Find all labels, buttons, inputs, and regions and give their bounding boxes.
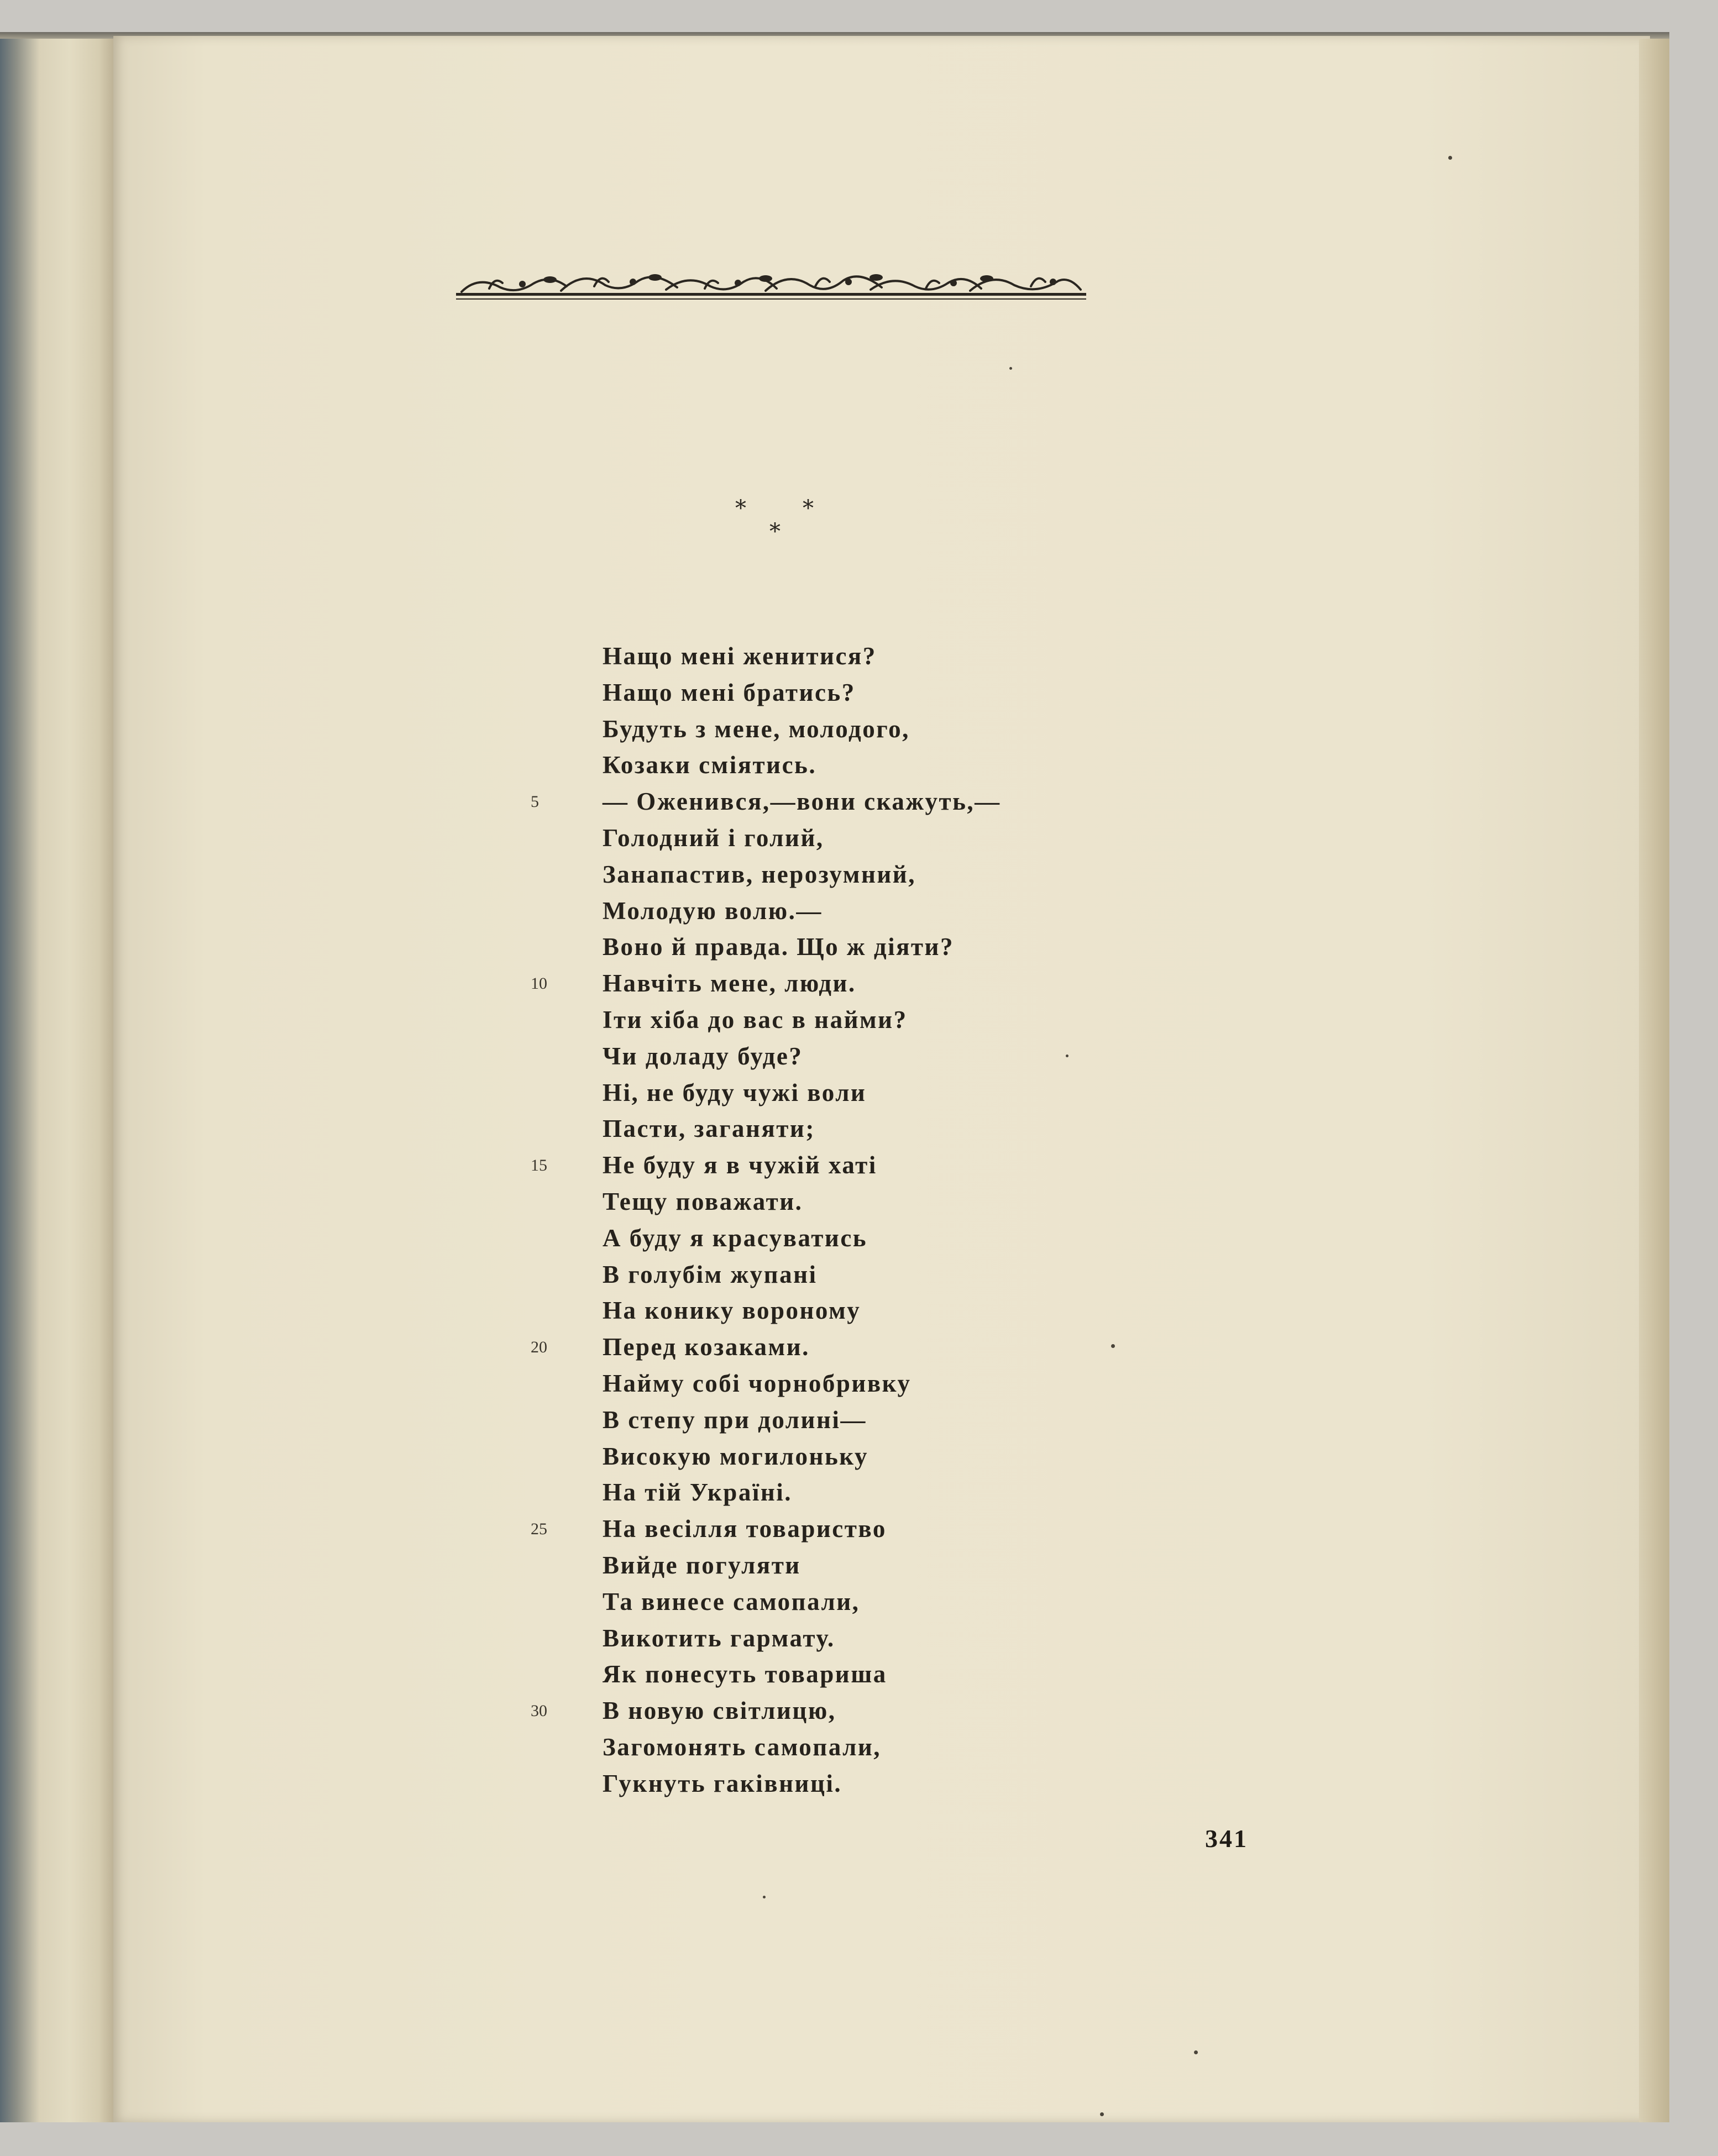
- poem-line: [531, 784, 1194, 820]
- poem-line: [531, 638, 1194, 675]
- poem-line-text: Найму собі чорнобривку: [603, 1369, 912, 1397]
- poem-line-text: Занапастив, нерозумний,: [603, 860, 916, 888]
- headpiece-ornament: [456, 264, 1086, 308]
- poem-line: [531, 711, 1194, 748]
- poem-line-text: Воно й правда. Що ж діяти?: [603, 933, 954, 961]
- poem-line: [531, 929, 1194, 966]
- line-number: 15: [531, 1156, 547, 1175]
- poem-line-text: Та винесе самопали,: [603, 1587, 860, 1615]
- poem-line-text: В новую світлицю,: [603, 1697, 836, 1725]
- asterism-divider: * * *: [735, 496, 814, 544]
- line-number: 5: [531, 793, 539, 811]
- poem-line: [531, 747, 1194, 784]
- poem-line: [531, 1257, 1194, 1293]
- poem-line: [531, 1475, 1194, 1511]
- poem-line: [531, 1511, 1194, 1548]
- poem-line-text: В голубім жупані: [603, 1260, 818, 1288]
- poem-line: [531, 857, 1194, 893]
- line-number: 25: [531, 1520, 547, 1539]
- book-left-page-edge: [0, 33, 116, 2122]
- poem-text: [531, 638, 1194, 1802]
- poem-line-text: А буду я красуватись: [603, 1224, 868, 1252]
- poem-line-text: Ні, не буду чужі воли: [603, 1078, 867, 1106]
- poem-line: [531, 675, 1194, 711]
- poem-line: [531, 1329, 1194, 1366]
- page-number: 341: [1205, 1824, 1248, 1853]
- poem-line: [531, 1766, 1194, 1802]
- paper-speck: [1448, 156, 1452, 160]
- poem-line: [531, 1656, 1194, 1693]
- poem-line: [531, 1002, 1194, 1038]
- poem-line-text: В степу при долині—: [603, 1405, 867, 1434]
- poem-line: [531, 1184, 1194, 1220]
- poem-line-text: Голодний і голий,: [603, 823, 824, 852]
- poem-line: [531, 1366, 1194, 1402]
- poem-line: [531, 820, 1194, 857]
- poem-line-text: Навчіть мене, люди.: [603, 969, 856, 998]
- poem-line: [531, 893, 1194, 930]
- poem-line-text: Тещу поважати.: [603, 1187, 803, 1215]
- poem-line-text: Пасти, заганяти;: [603, 1115, 815, 1143]
- poem-line-text: На весілля товариство: [603, 1515, 887, 1543]
- poem-line: [531, 1693, 1194, 1729]
- poem-line: [531, 1620, 1194, 1657]
- poem-line-text: Іти хіба до вас в найми?: [603, 1005, 908, 1034]
- line-number: 30: [531, 1702, 547, 1720]
- poem-line: [531, 1584, 1194, 1620]
- poem-line: [531, 1293, 1194, 1329]
- poem-line: [531, 1220, 1194, 1257]
- poem-line: [531, 1075, 1194, 1111]
- poem-line-text: Чи доладу буде?: [603, 1042, 803, 1070]
- line-number: 20: [531, 1338, 547, 1357]
- paper-speck: [1066, 1055, 1068, 1057]
- poem-line-text: Перед козаками.: [603, 1333, 810, 1361]
- poem-line: [531, 1111, 1194, 1147]
- poem-line-text: Викотить гармату.: [603, 1624, 835, 1652]
- poem-line-text: — Оженився,—вони скажуть,—: [603, 788, 1001, 816]
- poem-line-text: На тій Україні.: [603, 1478, 793, 1507]
- poem-line: [531, 1147, 1194, 1184]
- poem-line: [531, 1439, 1194, 1475]
- poem-line: [531, 1729, 1194, 1766]
- poem-line-text: Будуть з мене, молодого,: [603, 715, 910, 743]
- poem-line: [531, 1548, 1194, 1584]
- book-right-page-edge: [1639, 39, 1669, 2122]
- paper-speck: [1009, 367, 1012, 370]
- poem-line-text: Гукнуть гаківниці.: [603, 1769, 842, 1797]
- poem-line: [531, 1038, 1194, 1075]
- poem-line-text: Нащо мені женитися?: [603, 642, 877, 670]
- poem-line-text: Козаки сміятись.: [603, 751, 817, 779]
- poem-line: [531, 1402, 1194, 1439]
- paper-speck: [1111, 1344, 1115, 1348]
- poem-line-text: Нащо мені братись?: [603, 678, 856, 706]
- poem-line-text: На конику вороному: [603, 1297, 861, 1325]
- poem-line-text: Не буду я в чужій хаті: [603, 1151, 877, 1179]
- poem-line-text: Молодую волю.—: [603, 896, 823, 925]
- poem-line-text: Високую могилоньку: [603, 1442, 869, 1470]
- poem-line-text: Як понесуть товариша: [603, 1660, 887, 1688]
- paper-speck: [1100, 2112, 1104, 2116]
- paper-speck: [763, 1896, 766, 1898]
- poem-line: [531, 966, 1194, 1002]
- poem-line-text: Загомонять самопали,: [603, 1733, 882, 1761]
- line-number: 10: [531, 974, 547, 993]
- poem-line-text: Вийде погуляти: [603, 1551, 801, 1579]
- paper-speck: [1194, 2050, 1198, 2054]
